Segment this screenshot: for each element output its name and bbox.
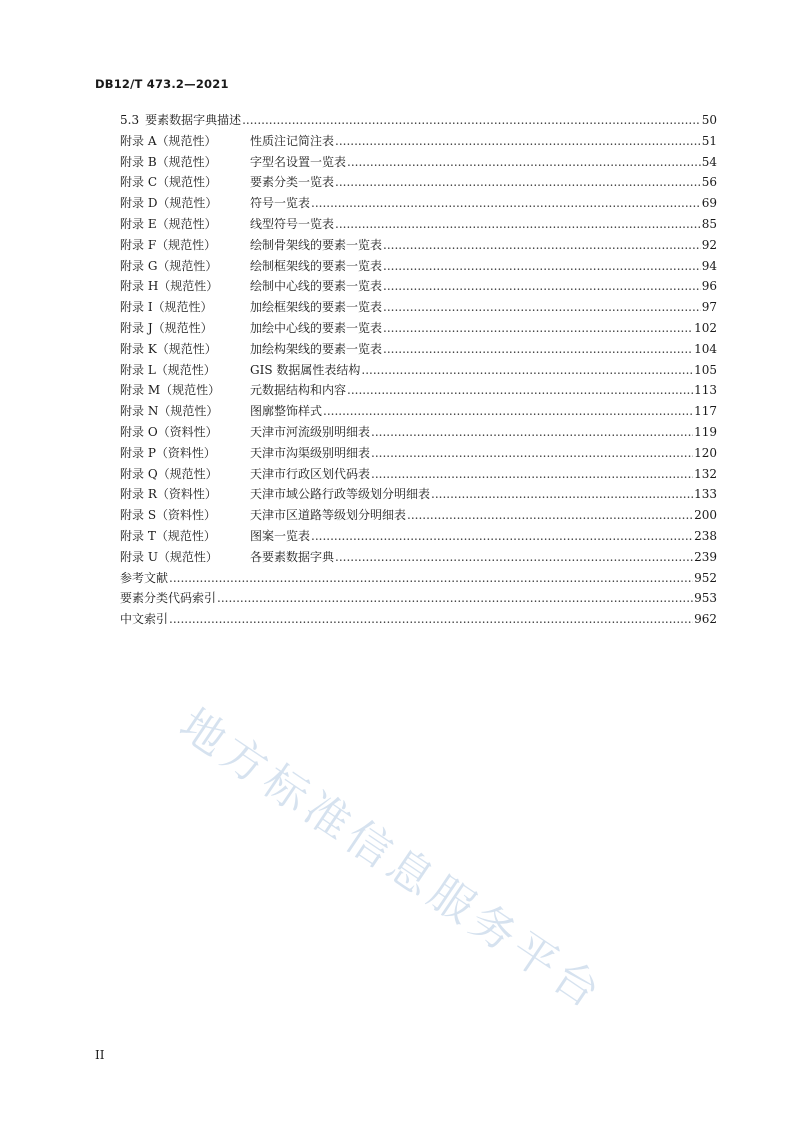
toc-entry[interactable] <box>120 276 717 297</box>
toc-entry[interactable] <box>120 380 717 401</box>
toc-entry-title: 天津市河流级别明细表 <box>250 424 371 439</box>
toc-entry-page: 85 <box>701 216 717 231</box>
toc-leader-dots <box>407 505 693 526</box>
toc-entry-title: 绘制骨架线的要素一览表 <box>250 237 383 252</box>
toc-leader-dots <box>217 588 693 609</box>
toc-entry-page: 104 <box>694 341 717 356</box>
toc-entry-title: 要素分类代码索引 <box>120 591 217 606</box>
toc-entry-prefix: 附录 A（规范性） <box>120 133 217 148</box>
toc-entry-page: 238 <box>694 528 717 543</box>
toc-entry[interactable] <box>120 339 717 360</box>
toc-entry-title: 绘制框架线的要素一览表 <box>250 258 383 273</box>
toc-entry-title: 图案一览表 <box>250 528 311 543</box>
toc-entry-prefix: 附录 U（规范性） <box>120 549 218 564</box>
toc-leader-dots <box>371 443 693 464</box>
toc-entry-title: 加绘中心线的要素一览表 <box>250 320 383 335</box>
toc-leader-dots <box>383 235 701 256</box>
toc-entry-page: 54 <box>701 154 717 169</box>
toc-entry-prefix: 附录 C（规范性） <box>120 175 217 190</box>
toc-entry-page: 50 <box>701 113 717 127</box>
toc-entry-title: 字型名设置一览表 <box>250 154 347 169</box>
toc-entry-page: 97 <box>701 300 717 315</box>
toc-leader-dots <box>335 131 701 152</box>
toc-entry-title: 绘制中心线的要素一览表 <box>250 279 383 294</box>
toc-leader-dots <box>431 484 693 505</box>
toc-entry-page: 94 <box>701 258 717 273</box>
toc-entry-page: 113 <box>694 383 717 398</box>
toc-entry-prefix: 附录 P（资料性） <box>120 445 216 460</box>
toc-leader-dots <box>383 339 693 360</box>
toc-entry-page: 105 <box>694 362 717 377</box>
toc-entry-prefix: 附录 L（规范性） <box>120 362 216 377</box>
toc-leader-dots <box>383 256 701 277</box>
toc-entry-title: 元数据结构和内容 <box>250 383 347 398</box>
toc-entry-page: 953 <box>694 591 717 606</box>
toc-entry-title: 各要素数据字典 <box>250 549 335 564</box>
toc-entry[interactable] <box>120 484 717 505</box>
toc-entry-page: 120 <box>694 445 717 460</box>
toc-leader-dots <box>169 609 693 630</box>
toc-entry-title: 加绘构架线的要素一览表 <box>250 341 383 356</box>
toc-entry-title: 天津市区道路等级划分明细表 <box>250 508 407 523</box>
toc-entry[interactable] <box>120 193 717 214</box>
toc-entry[interactable] <box>120 318 717 339</box>
toc-entry-page: 56 <box>701 175 717 190</box>
toc-leader-dots <box>371 464 693 485</box>
toc-entry-prefix: 附录 N（规范性） <box>120 404 219 419</box>
toc-entry-title: 图廓整饰样式 <box>250 404 323 419</box>
toc-entry-page: 119 <box>694 424 717 439</box>
toc-entry-page: 239 <box>694 549 717 564</box>
toc-entry-prefix: 5.3 <box>120 113 140 127</box>
watermark: 地方标准信息服务平台 <box>170 699 614 1021</box>
toc-entry-prefix: 附录 Q（规范性） <box>120 466 218 481</box>
toc-leader-dots <box>311 193 701 214</box>
toc-entry-prefix: 附录 I（规范性） <box>120 300 213 315</box>
toc-entry-title: 参考文献 <box>120 570 169 585</box>
toc-entry-page: 962 <box>694 612 717 627</box>
toc-entry[interactable] <box>120 464 717 485</box>
toc-entry[interactable] <box>120 401 717 422</box>
toc-entry-title: 天津市沟渠级别明细表 <box>250 445 371 460</box>
toc-entry[interactable] <box>120 609 717 630</box>
toc-entry-title: 天津市域公路行政等级划分明细表 <box>250 487 431 502</box>
toc-entry[interactable] <box>120 152 717 173</box>
toc-leader-dots <box>335 214 701 235</box>
toc-entry-title: 符号一览表 <box>250 196 311 211</box>
toc-entry-title: 要素数据字典描述 <box>145 113 242 127</box>
toc-entry-prefix: 附录 O（资料性） <box>120 424 218 439</box>
toc-entry[interactable] <box>120 547 717 568</box>
toc-entry-page: 69 <box>701 196 717 211</box>
toc-entry-title: 要素分类一览表 <box>250 175 335 190</box>
toc-entry[interactable] <box>120 214 717 235</box>
toc-leader-dots <box>383 297 701 318</box>
toc-entry-title: GIS 数据属性表结构 <box>250 362 361 377</box>
toc-entry[interactable] <box>120 526 717 547</box>
toc-entry-prefix: 附录 T（规范性） <box>120 528 216 543</box>
toc-entry[interactable] <box>120 360 717 381</box>
toc-entry-prefix: 附录 D（规范性） <box>120 196 218 211</box>
toc-entry[interactable] <box>120 131 717 152</box>
toc-entry-page: 133 <box>694 487 717 502</box>
toc-entry-title: 天津市行政区划代码表 <box>250 466 371 481</box>
toc-leader-dots <box>242 110 701 131</box>
toc-entry-prefix: 附录 K（规范性） <box>120 341 217 356</box>
toc-entry-prefix: 附录 G（规范性） <box>120 258 218 273</box>
toc-entry[interactable] <box>120 297 717 318</box>
toc-entry-page: 132 <box>694 466 717 481</box>
toc-entry[interactable] <box>120 588 717 609</box>
toc-entry-title: 中文索引 <box>120 612 169 627</box>
table-of-contents <box>120 110 717 630</box>
toc-entry-prefix: 附录 J（规范性） <box>120 320 213 335</box>
toc-entry-page: 96 <box>701 279 717 294</box>
toc-entry-prefix: 附录 E（规范性） <box>120 216 217 231</box>
toc-entry[interactable] <box>120 422 717 443</box>
toc-leader-dots <box>383 276 701 297</box>
toc-entry-prefix: 附录 F（规范性） <box>120 237 217 252</box>
toc-leader-dots <box>371 422 693 443</box>
toc-entry-prefix: 附录 B（规范性） <box>120 154 217 169</box>
toc-entry-page: 200 <box>694 508 717 523</box>
toc-entry[interactable] <box>120 172 717 193</box>
toc-entry-prefix: 附录 H（规范性） <box>120 279 219 294</box>
toc-leader-dots <box>335 172 701 193</box>
toc-entry-prefix: 附录 S（资料性） <box>120 508 217 523</box>
toc-entry-prefix: 附录 R（资料性） <box>120 487 217 502</box>
document-code: DB12/T 473.2—2021 <box>95 77 229 91</box>
page-number: II <box>95 1048 105 1062</box>
toc-entry[interactable] <box>120 235 717 256</box>
toc-entry-title: 线型符号一览表 <box>250 216 335 231</box>
toc-entry[interactable] <box>120 443 717 464</box>
toc-leader-dots <box>311 526 693 547</box>
toc-entry-title: 加绘框架线的要素一览表 <box>250 300 383 315</box>
toc-entry[interactable] <box>120 505 717 526</box>
toc-leader-dots <box>347 152 701 173</box>
toc-leader-dots <box>361 360 693 381</box>
toc-entry-page: 117 <box>694 404 717 419</box>
toc-leader-dots <box>347 380 693 401</box>
toc-entry-prefix: 附录 M（规范性） <box>120 383 221 398</box>
toc-entry[interactable] <box>120 110 717 131</box>
toc-entry[interactable] <box>120 568 717 589</box>
toc-leader-dots <box>335 547 693 568</box>
toc-entry-page: 952 <box>694 570 717 585</box>
toc-entry[interactable] <box>120 256 717 277</box>
toc-entry-page: 92 <box>701 237 717 252</box>
toc-entry-page: 51 <box>701 133 717 148</box>
toc-leader-dots <box>383 318 693 339</box>
toc-entry-title: 性质注记简注表 <box>250 133 335 148</box>
toc-entry-page: 102 <box>694 320 717 335</box>
toc-leader-dots <box>169 568 693 589</box>
toc-leader-dots <box>323 401 693 422</box>
